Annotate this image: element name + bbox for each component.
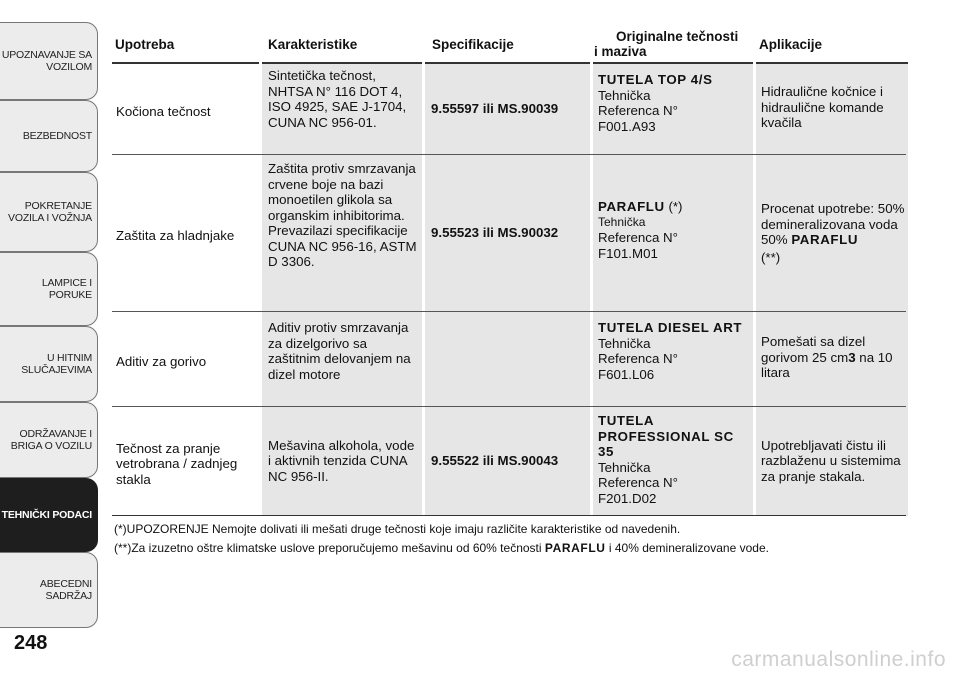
row2-brand: PARAFLU bbox=[598, 199, 665, 214]
row3-app-sup: 3 bbox=[848, 349, 856, 365]
row3-characteristics: Aditiv protiv smrzavanja za dizelgorivo sa zaštitnim delovanjem na dizel motore bbox=[268, 320, 411, 382]
row4-application: Upotrebljavati čistu ili razblaženu u sistemima za pranje stakala. bbox=[761, 437, 901, 484]
row4-usage: Tečnost za pranje vetrobrana / zadnjeg stakla bbox=[116, 440, 238, 487]
page-number: 248 bbox=[14, 632, 48, 654]
row3-app-text-post: na 10 litara bbox=[761, 349, 893, 380]
row2-specs: 9.55523 ili MS.90032 bbox=[431, 224, 559, 240]
table-bottom-rule bbox=[112, 515, 906, 516]
row1-characteristics: Sintetička tečnost, NHTSA N° 116 DOT 4, ISO 4925, SAE J-1704, CUNA NC 956-01. bbox=[268, 68, 407, 130]
header-characteristics: Karakteristike bbox=[268, 36, 358, 52]
watermark: carmanualsonline.info bbox=[731, 648, 946, 671]
row2-app-text: Procenat upotrebe: 50% demineralizovana voda 50% bbox=[761, 201, 905, 247]
row1-ref: Referenca N° bbox=[598, 103, 678, 118]
tab-tehnicki-podaci[interactable] bbox=[0, 478, 98, 552]
row2-application bbox=[757, 155, 909, 310]
footnotes bbox=[114, 520, 914, 558]
row3-specs bbox=[427, 312, 587, 406]
row3-app-text-pre: Pomešati sa dizel gorivom 25 cm bbox=[761, 334, 866, 365]
footnote-climate-pre: (**)Za izuzetno oštre klimatske uslove preporučujemo mešavinu od 60% tečnosti bbox=[114, 541, 545, 555]
row2-app-mark: (**) bbox=[761, 249, 781, 265]
row1-original bbox=[594, 64, 752, 154]
tab-bezbednost[interactable] bbox=[0, 100, 98, 172]
header-application: Aplikacije bbox=[759, 36, 823, 52]
tab-pokretanje-vozila[interactable] bbox=[0, 172, 98, 252]
tab-label: TEHNIČKI PODACI bbox=[1, 509, 92, 521]
tab-label: ODRŽAVANJE I BRIGA O VOZILU bbox=[10, 428, 92, 452]
row2-brand-mark: (*) bbox=[668, 199, 683, 214]
row1-application: Hidraulične kočnice i hidraulične komande kvačila bbox=[761, 84, 884, 130]
row1-usage: Kočiona tečnost bbox=[116, 104, 211, 120]
row3-ref: Referenca N° bbox=[598, 351, 678, 366]
header-original-line2: i maziva bbox=[594, 44, 647, 59]
row4-brand: TUTELA PROFESSIONAL SC 35 bbox=[598, 413, 734, 459]
row3-tech: Tehnička bbox=[598, 335, 651, 351]
row4-code: F201.D02 bbox=[598, 490, 657, 506]
row2-original bbox=[594, 155, 752, 310]
footnote-climate-brand: PARAFLU bbox=[544, 541, 606, 555]
tab-u-hitnim-slucajevima[interactable] bbox=[0, 326, 98, 402]
tab-odrzavanje-i-briga[interactable] bbox=[0, 402, 98, 478]
row2-usage: Zaštita za hladnjake bbox=[116, 227, 235, 243]
row2-ref: Referenca N° bbox=[598, 230, 678, 245]
row3-brand: TUTELA DIESEL ART bbox=[598, 320, 743, 335]
footnote-climate bbox=[114, 539, 914, 558]
row4-characteristics: Mešavina alkohola, vode i aktivnih tenzida CUNA NC 956-II. bbox=[268, 437, 415, 484]
row3-usage: Aditiv za gorivo bbox=[116, 354, 207, 370]
row2-app-brand: PARAFLU bbox=[791, 232, 859, 247]
header-specs: Specifikacije bbox=[432, 36, 514, 52]
row1-specs: 9.55597 ili MS.90039 bbox=[431, 101, 559, 117]
tab-lampice-i-poruke[interactable] bbox=[0, 252, 98, 326]
row3-application bbox=[757, 312, 909, 406]
row1-tech: Tehnička bbox=[598, 87, 651, 103]
row1-code: F001.A93 bbox=[598, 118, 656, 134]
tab-label: ABECEDNI SADRŽAJ bbox=[39, 578, 92, 602]
row4-ref: Referenca N° bbox=[598, 475, 678, 490]
tab-label: UPOZNAVANJE SA VOZILOM bbox=[1, 49, 92, 73]
row3-original bbox=[594, 312, 752, 406]
tab-label: POKRETANJE VOZILA I VOŽNJA bbox=[8, 200, 92, 224]
header-original-fluids bbox=[594, 24, 738, 64]
row4-original bbox=[594, 407, 752, 515]
header-usage: Upotreba bbox=[115, 36, 175, 52]
row3-code: F601.L06 bbox=[598, 366, 655, 382]
row2-characteristics: Zaštita protiv smrzavanja crvene boje na bazi monoetilen glikola sa organskim inhibitorima. Prevazilazi specifikacije CUNA NC 956-16, ASTM D 3306. bbox=[268, 161, 417, 269]
row4-specs: 9.55522 ili MS.90043 bbox=[431, 453, 559, 469]
tab-label: LAMPICE I PORUKE bbox=[41, 277, 92, 301]
tab-label: U HITNIM SLUČAJEVIMA bbox=[21, 352, 92, 376]
row4-tech: Tehnička bbox=[598, 459, 651, 475]
row2-tech: Tehnička bbox=[598, 214, 646, 229]
tab-label: BEZBEDNOST bbox=[22, 130, 92, 142]
tab-abecedni-sadrzaj[interactable] bbox=[0, 552, 98, 628]
footnote-climate-post: i 40% demineralizovane vode. bbox=[605, 541, 769, 555]
header-original-line1: Originalne tečnosti bbox=[616, 29, 739, 44]
row2-code: F101.M01 bbox=[598, 245, 658, 261]
footnote-warning: (*)UPOZORENJE Nemojte dolivati ili mešati druge tečnosti koje imaju različite karakteristike od navedenih. bbox=[114, 522, 681, 536]
tab-upoznavanje-sa-vozilom[interactable] bbox=[0, 22, 98, 100]
row1-brand: TUTELA TOP 4/S bbox=[598, 72, 713, 87]
